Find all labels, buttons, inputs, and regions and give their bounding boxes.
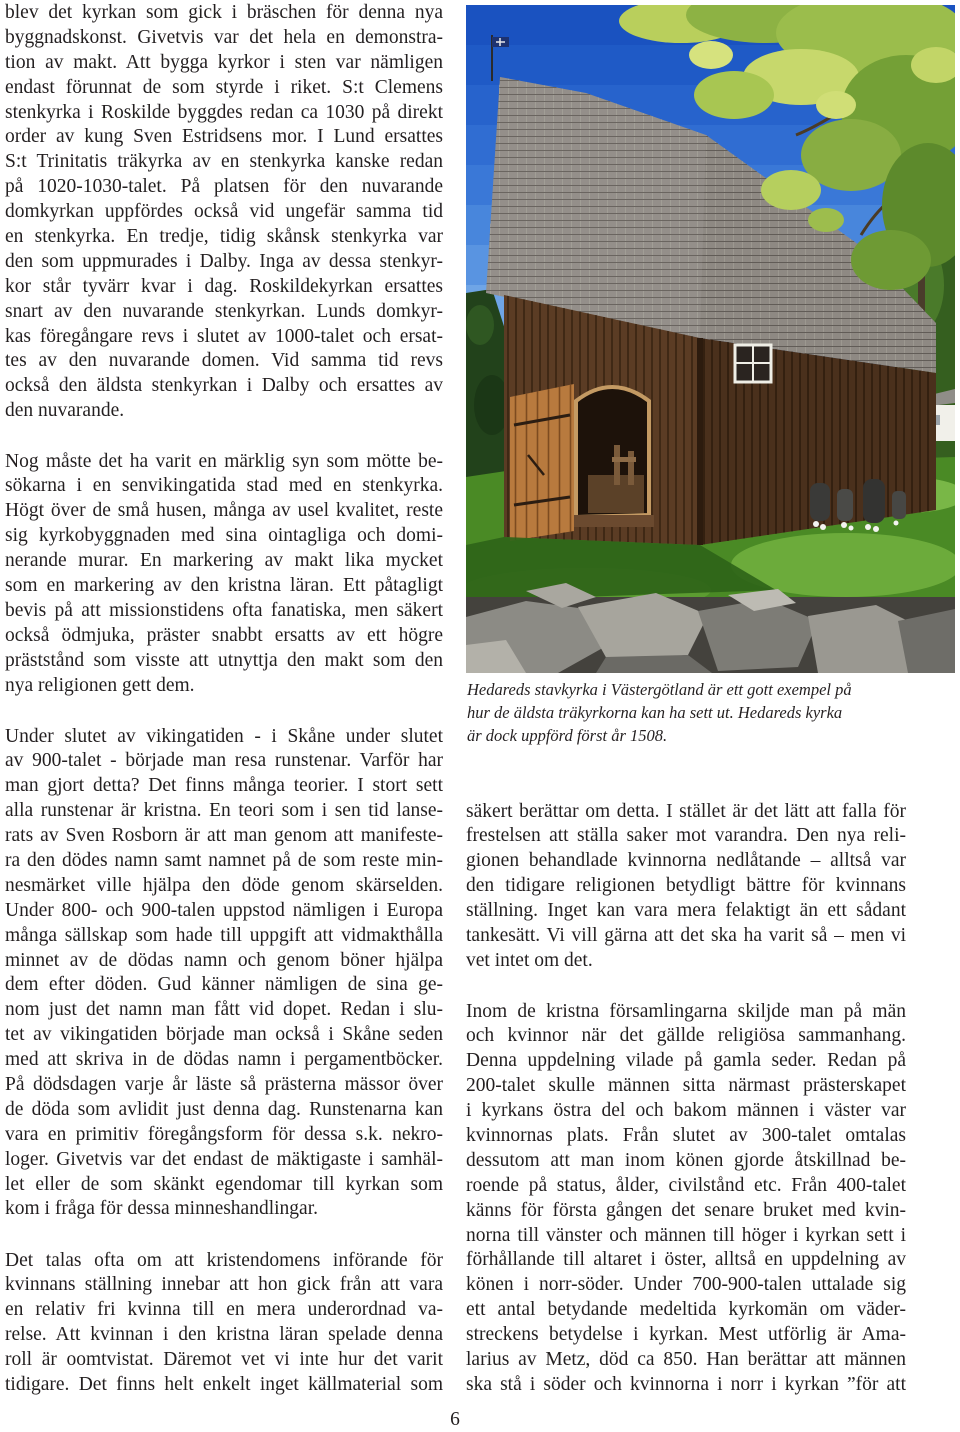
text-line: alla runstenar är kristna. En teori som i sen tid lanse- — [5, 800, 443, 822]
text-line: larius av Metz, död ca 850. Han berättar att männen — [466, 1348, 906, 1370]
text-line: snart av den nuvarande stenkyrkan. Lunds domkyr- — [5, 300, 443, 322]
text-line: Det talas ofta om att kristendomens införande för — [5, 1249, 443, 1271]
text-line: endast förunnat de som styrde i riket. S:t Clemens — [5, 76, 443, 98]
text-line: hur de äldsta träkyrkorna kan ha sett ut. Hedareds kyrka — [467, 703, 843, 722]
church-photo — [466, 5, 955, 673]
text-line: nom just det namn man fått vid dopet. Redan i slu- — [5, 999, 443, 1021]
text-line: blev det kyrkan som gick i bräschen för denna nya — [5, 2, 443, 23]
text-line: i kyrkans östra del och bakom männen i väster var — [466, 1100, 906, 1122]
paragraph — [5, 1, 443, 424]
text-line: kas föregångare revs i slutet av 1000-talet och ersat- — [5, 325, 443, 347]
text-line: könen i norr-söder. Under 700-900-talen uttalade sig — [466, 1274, 906, 1296]
text-line: tidigare. Det finns helt enkelt inget källmaterial som — [5, 1373, 443, 1395]
open-door — [510, 384, 574, 541]
text-line: av 900-talet - började man resa runstenar. Varför har — [5, 750, 443, 772]
text-line: roende på status, ålder, civilstånd etc. Från 400-talet — [466, 1174, 906, 1196]
text-line: vet intet om det. — [466, 949, 593, 971]
text-line: på 1020-1030-talet. På platsen för den nuvarande — [5, 176, 443, 198]
text-line: streckens betydelse i kyrkan. Mest utförlig är Ama- — [466, 1324, 906, 1346]
text-line: den nuvarande. — [5, 400, 125, 422]
text-line: kvinnornas plats. Från slutet av 300-talet omtalas — [466, 1124, 906, 1146]
text-line: S:t Trinitatis träkyrka av en stenkyrka kanske redan — [5, 151, 443, 173]
left-column — [5, 0, 443, 1432]
text-line: let eller de som skänkt egendomar till kyrkan som — [5, 1173, 443, 1195]
text-line: Inom de kristna församlingarna skiljde man på män — [466, 1000, 906, 1022]
text-line: norna till vänster och männen till höger i kyrkan sett i — [466, 1224, 906, 1246]
text-line: rats av Sven Rosborn är att man genom att manifeste- — [5, 825, 443, 847]
text-line: ställning. Inget kan vara mera felaktigt än ett sådant — [466, 900, 906, 922]
figure-caption — [467, 678, 907, 747]
text-line: den tidigare religionen betydligt bättre för kvinnans — [466, 875, 906, 897]
text-line: många sällskap som hade till uppgift att vidmakthålla — [5, 924, 443, 946]
text-line: sökarna i en senvikingatida stad med en stenkyrka. — [5, 475, 443, 497]
paragraph — [466, 1000, 906, 1398]
text-line: byggnadskonst. Givetvis var det hela en demonstra- — [5, 26, 443, 48]
text-line: en stenkyrka. En tredje, tidig skånsk stenkyrka var — [5, 226, 443, 248]
text-line: säkert berättar om detta. I stället är det lätt att falla för — [466, 800, 906, 822]
text-line: nesmärket ville hjälpa den döde genom skärselden. — [5, 874, 443, 896]
text-line: nerande murar. En markering av makt lika mycket — [5, 550, 443, 572]
text-line: är dock uppförd först år 1508. — [467, 726, 668, 745]
text-line: tion av makt. Att bygga kyrkor i sten var nämligen — [5, 51, 443, 73]
text-line: tes av den nuvarande domen. Vid samma tid revs — [5, 350, 443, 372]
text-line: Under slutet av vikingatiden - i Skåne under slutet — [5, 725, 443, 747]
text-line: roll är oomtvistat. Däremot vet vi inte hur det varit — [5, 1349, 443, 1371]
text-line: en relativ fri kvinna till en mera underordnad va- — [5, 1299, 443, 1321]
text-line: relse. Att kvinnan i den kristna läran spelade denna — [5, 1324, 443, 1346]
text-line: man gjort detta? Det finns många teorier. I stort sett — [5, 775, 443, 797]
text-line: präststånd som visste att utnyttja den makt som den — [5, 649, 443, 671]
text-line: ett antal betydande medeltida kyrkomän om väder- — [466, 1299, 906, 1321]
right-column — [466, 0, 955, 1432]
text-line: minnet av de dödas namn och genom böner hjälpa — [5, 949, 443, 971]
text-line: gionen behandlade kvinnorna nedlåtande – alltså var — [466, 850, 906, 872]
page-number: 6 — [450, 1409, 460, 1430]
text-line: loger. Givetvis var det endast de mäktigaste i samhäl- — [5, 1148, 443, 1170]
text-line: som en markering av den kristna läran. Ett påtagligt — [5, 574, 443, 596]
text-line: också ödmjuka, präster snabbt ersatts av ett högre — [5, 624, 443, 646]
text-line: den som uppmurades i Dalby. Inga av dessa stenkyr- — [5, 250, 443, 272]
text-line: order av kung Sven Estridsens mor. I Lund ersattes — [5, 126, 443, 148]
text-line: Högt över de små husen, många av usel kvalitet, reste — [5, 500, 443, 522]
text-line: ra den dödes namn samt namnet på de som reste min- — [5, 849, 443, 871]
text-line: frestelsen att ställa saker mot varandra. Den nya reli- — [466, 825, 906, 847]
text-line: stenkyrka i Roskilde byggdes redan ca 1030 på direkt — [5, 101, 443, 123]
text-line: förhållande till altaret i öster, alltså en uppdelning av — [466, 1249, 906, 1271]
text-line: känns för första gången det senare bruket med kvin- — [466, 1199, 906, 1221]
text-line: vara en primitiv föregångsform för dessa s.k. nekro- — [5, 1123, 443, 1145]
text-line: kvinnans ställning innebar att hon gick från att vara — [5, 1274, 443, 1296]
text-line: tankesätt. Vi vill gärna att det ska ha varit så – men vi — [466, 924, 906, 946]
text-line: Nog måste det ha varit en märklig syn som mötte be- — [5, 450, 443, 472]
church-window — [735, 345, 771, 382]
text-line: med att skriva in de dödas namn i pergamentböcker. — [5, 1049, 443, 1071]
text-line: dem efter döden. Gud känner nämligen de sina ge- — [5, 974, 443, 996]
text-line: kom i fråga för dessa minneshandlingar. — [5, 1198, 318, 1220]
text-line: ska stå i söder och kvinnorna i norr i kyrkan ”för att — [466, 1373, 906, 1395]
text-line: kor står tyvärr kvar i dag. Roskildekyrkan ersattes — [5, 275, 443, 297]
text-line: Hedareds stavkyrka i Västergötland är ett gott exempel på — [467, 680, 852, 699]
text-line: dessutom att man inom könen gjorde åtskillnad be- — [466, 1149, 906, 1171]
text-line: bevis på att missionstidens ofta fanatiska, men säkert — [5, 599, 443, 621]
paragraph — [466, 800, 906, 974]
text-line: de döda som avlidit just denna dag. Runstenarna kan — [5, 1098, 443, 1120]
text-line: Under 800- och 900-talen uppstod nämligen i Europa — [5, 899, 443, 921]
paragraph — [5, 1249, 443, 1398]
text-line: På dödsdagen varje år läste så prästerna mässor över — [5, 1073, 443, 1095]
text-line: sig kyrkobyggnaden med sina ointagliga och domi- — [5, 525, 443, 547]
text-line: domkyrkan uppfördes också vid ungefär samma tid — [5, 201, 443, 223]
text-line: och kvinnor när det gällde religiösa sammanhang. — [466, 1025, 906, 1047]
paragraph — [5, 450, 443, 699]
text-line: tet av vikingatiden började man också i Skåne seden — [5, 1024, 443, 1046]
text-line: också den äldsta stenkyrkan i Dalby och ersattes av — [5, 375, 443, 397]
text-line: Denna uppdelning vilade på gamla seder. Redan på — [466, 1050, 906, 1072]
church-doorway — [570, 387, 654, 527]
text-line: nya religionen gett dem. — [5, 674, 195, 696]
text-line: 200-talet skulle männen sitta närmast prästerskapet — [466, 1075, 906, 1097]
paragraph — [5, 725, 443, 1223]
